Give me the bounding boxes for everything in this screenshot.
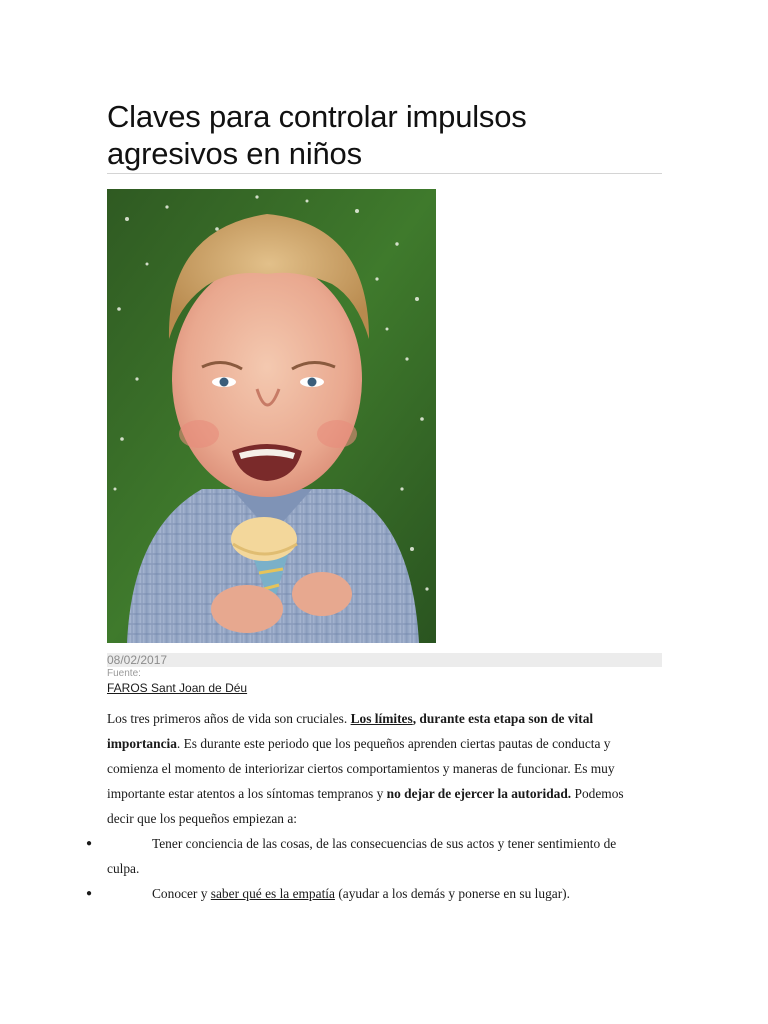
source-label: Fuente: — [107, 668, 141, 679]
list-item-text: Tener conciencia de las cosas, de las consecuencias de sus actos y tener sentimiento de culpa. — [107, 836, 617, 876]
list-item-text-post: (ayudar a los demás y ponerse en su lugar). — [338, 886, 570, 901]
article-date: 08/02/2017 — [107, 653, 168, 667]
article-photo — [107, 189, 436, 643]
empatia-link[interactable]: saber qué es la empatía — [210, 886, 335, 901]
bullet-dot-icon: ● — [86, 888, 93, 899]
source-link[interactable]: FAROS Sant Joan de Déu — [107, 681, 248, 695]
intro-text-2: . Es durante este periodo que los pequeños aprenden ciertas pautas de conducta y comienza el momento de interiorizar ciertos comportamientos y maneras de funcionar. Es muy importante estar atentos a los síntomas tempranos y — [107, 736, 615, 801]
limites-link[interactable]: Los límites — [350, 711, 413, 726]
intro-text-1: Los tres primeros años de vida son cruciales. — [107, 711, 348, 726]
list-item-text-pre: Conocer y — [152, 886, 208, 901]
list-item — [86, 881, 647, 906]
date-bar — [107, 653, 662, 667]
intro-text-3: Podemos decir que los pequeños empiezan a: — [107, 786, 624, 826]
list-item — [86, 831, 647, 881]
intro-bold-2: no dejar de ejercer la autoridad. — [386, 786, 572, 801]
bullet-dot-icon: ● — [86, 838, 93, 849]
title-divider — [107, 173, 662, 174]
intro-paragraph — [107, 706, 647, 831]
article-title: Claves para controlar impulsos agresivos en niños — [107, 99, 527, 171]
intro-bold-1: , durante esta etapa son de vital importancia — [107, 711, 594, 751]
